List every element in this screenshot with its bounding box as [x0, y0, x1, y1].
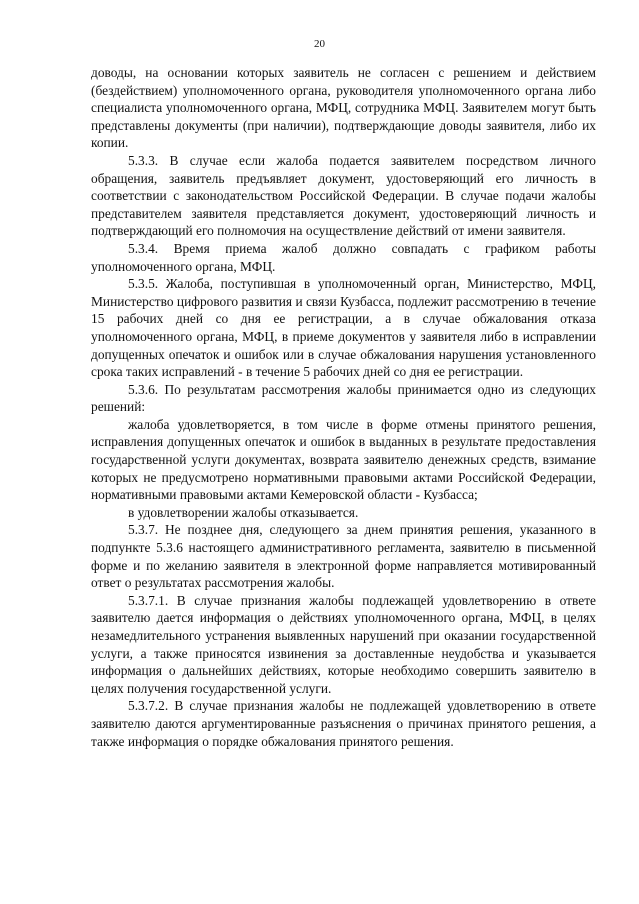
- paragraph-5-3-3: 5.3.3. В случае если жалоба подается заявителем посредством личного обращения, заявитель предъявляет документ, удостоверяющий его личность в соответствии с законодательством Российской Федерации. В случае подачи жалобы представителем заявителя представляется документ, удостоверяющий личность и подтверждающий его полномочия на осуществление действий от имени заявителя.: [91, 152, 596, 239]
- paragraph-5-3-7-2: 5.3.7.2. В случае признания жалобы не подлежащей удовлетворению в ответе заявителю даются аргументированные разъяснения о причинах принятого решения, а также информация о порядке обжалования принятого решения.: [91, 698, 596, 749]
- paragraph-decision-satisfied: жалоба удовлетворяется, в том числе в форме отмены принятого решения, исправления допущенных опечаток и ошибок в выданных в результате предоставления государственной услуги документах, возврата заявителю денежных средств, взимание которых не предусмотрено нормативными правовыми актами Российской Федерации, нормативными правовыми актами Кемеровской области - Кузбасса;: [91, 416, 596, 503]
- paragraph-5-3-7-1: 5.3.7.1. В случае признания жалобы подлежащей удовлетворению в ответе заявителю дается информация о действиях уполномоченного органа, МФЦ, в целях незамедлительного устранения выявленных нарушений при оказании государственной услуги, а также приносятся извинения за доставленные неудобства и указывается информация о дальнейших действиях, которые необходимо совершить заявителю в целях получения государственной услуги.: [91, 592, 596, 696]
- document-body: [91, 64, 596, 750]
- paragraph-5-3-6: 5.3.6. По результатам рассмотрения жалобы принимается одно из следующих решений:: [91, 381, 596, 415]
- page-number: 20: [314, 38, 325, 50]
- paragraph-complaint-arguments: доводы, на основании которых заявитель не согласен с решением и действием (бездействием) уполномоченного органа, руководителя уполномоченного органа либо специалиста уполномоченного органа, МФЦ, сотрудника МФЦ. Заявителем могут быть представлены документы (при наличии), подтверждающие доводы заявителя, либо их копии.: [91, 65, 596, 151]
- paragraph-5-3-5: 5.3.5. Жалоба, поступившая в уполномоченный орган, Министерство, МФЦ, Министерство цифрового развития и связи Кузбасса, подлежит рассмотрению в течение 15 рабочих дней со дня ее регистрации, а в случае обжалования отказа уполномоченного органа, МФЦ, в приеме документов у заявителя либо в исправлении допущенных опечаток и ошибок или в случае обжалования нарушения установленного срока таких исправлений - в течение 5 рабочих дней со дня ее регистрации.: [91, 276, 596, 380]
- paragraph-5-3-7: 5.3.7. Не позднее дня, следующего за днем принятия решения, указанного в подпункте 5.3.6 настоящего административного регламента, заявителю в письменной форме и по желанию заявителя в электронной форме направляется мотивированный ответ о результатах рассмотрения жалобы.: [91, 522, 596, 591]
- paragraph-decision-refused: в удовлетворении жалобы отказывается.: [128, 504, 359, 520]
- paragraph-5-3-4: 5.3.4. Время приема жалоб должно совпадать с графиком работы уполномоченного органа, МФЦ.: [91, 240, 596, 274]
